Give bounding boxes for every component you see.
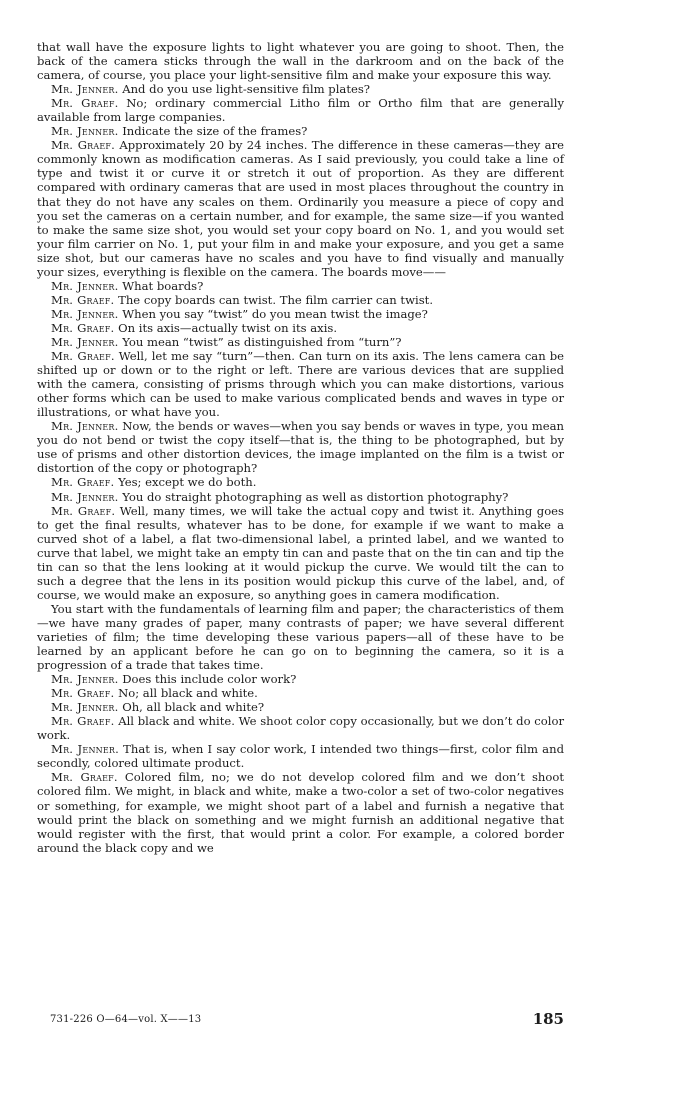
speaker: Mr. Jenner. (51, 82, 119, 97)
paragraph-13 (37, 490, 564, 504)
paragraph-0 (37, 40, 564, 82)
paragraph-5 (37, 279, 564, 293)
speaker: Mr. Graef. (51, 138, 116, 153)
speaker: Mr. Graef. (51, 96, 119, 111)
paragraph-1 (37, 82, 564, 96)
paragraph-12 (37, 475, 564, 489)
paragraph-10 (37, 349, 564, 419)
page-footer (50, 1010, 564, 1032)
paragraph-text: Indicate the size of the frames? (118, 124, 308, 139)
paragraph-8 (37, 321, 564, 335)
paragraph-21 (37, 770, 564, 854)
paragraph-text: that wall have the exposure lights to light whatever you are going to shoot. Then, the back of the camera sticks through the wall in the darkroom and on the back of the camera, of course, you place your light-sensitive film and make your exposure this way. (37, 40, 564, 83)
paragraph-17 (37, 686, 564, 700)
paragraph-text: Colored film, no; we do not develop colored film and we don’t shoot colored film. We might, in black and white, make a two-color a set of two-color negatives or something, for example, we might shoot part of a label and furnish a negative that would print the black on something and we might furnish an additional negative that would register with the first, that would print a color. For example, a colored border around the black copy and we (37, 770, 564, 855)
paragraph-text: Well, many times, we will take the actual copy and twist it. Anything goes to get the final results, whatever has to be done, for example if we want to make a curved shot of a label, a flat two-dimensional label, a printed label, and we wanted to curve that label, we might take an empty tin can and paste that on the tin can and tip the tin can so that the lens looking at it would pickup the curve. We would tilt the can to such a degree that the lens in its position would pickup this curve of the label, and, of course, we would make an exposure, so anything goes in camera modification. (37, 503, 565, 602)
page-number: 185 (532, 1010, 564, 1028)
document-body (37, 40, 564, 855)
paragraph-text: When you say “twist” do you mean twist the image? (118, 306, 428, 321)
paragraph-text: No; all black and white. (114, 686, 258, 701)
paragraph-text: The copy boards can twist. The film carrier can twist. (114, 292, 434, 307)
speaker: Mr. Jenner. (51, 334, 119, 349)
paragraph-3 (37, 124, 564, 138)
paragraph-text: Approximately 20 by 24 inches. The difference in these cameras—they are commonly known as modification cameras. As I said previously, you could take a line of type and twist it or curve it or stretch it out of proportion. As they are different compared with ordinary cameras that are used in most places throughout the country in that they do not have any scales on them. Ordinarily you measure a piece of copy and you set the cameras on a certain number, and for example, the same size—if you wanted to make the same size shot, you would set your copy board on No. 1, and you would set your film carrier on No. 1, put your film in and make your exposure, and you get a same size shot, but our cameras have no scales and you have to find visually and manually your sizes, everything is flexible on the camera. The boards move—— (37, 138, 564, 279)
speaker: Mr. Jenner. (51, 419, 119, 434)
paragraph-text: On its axis—actually twist on its axis. (114, 320, 338, 335)
paragraph-text: You start with the fundamentals of learning film and paper; the characteristics of them—we have many grades of paper, many contrasts of paper; we have several different varieties of film; the time developing these various papers—all of these have to be learned by an applicant before he can go on to beginning the camera, so it is a progression of a trade that takes time. (37, 601, 564, 673)
paragraph-16 (37, 672, 564, 686)
speaker: Mr. Graef. (51, 686, 115, 701)
paragraph-text: You do straight photographing as well as distortion photography? (118, 489, 509, 504)
paragraph-15 (37, 602, 564, 672)
speaker: Mr. Jenner. (51, 700, 119, 715)
speaker: Mr. Jenner. (51, 742, 119, 757)
paragraph-19 (37, 714, 564, 742)
paragraph-text: Well, let me say “turn”—then. Can turn on its axis. The lens camera can be shifted up or down or to the right or left. There are various devices that are supplied with the camera, consisting of prisms through which you can make distortions, various other forms which can be used to make various complicated bends and waves in type or illustrations, or what have you. (37, 349, 564, 420)
speaker: Mr. Graef. (51, 475, 115, 490)
paragraph-text: What boards? (118, 278, 204, 293)
speaker: Mr. Jenner. (51, 306, 119, 321)
speaker: Mr. Graef. (51, 770, 118, 785)
paragraph-11 (37, 419, 564, 475)
speaker: Mr. Jenner. (51, 124, 119, 139)
speaker: Mr. Graef. (51, 503, 116, 518)
speaker: Mr. Graef. (51, 320, 115, 335)
paragraph-text: Yes; except we do both. (114, 475, 257, 490)
speaker: Mr. Graef. (51, 349, 115, 364)
paragraph-2 (37, 96, 564, 124)
speaker: Mr. Graef. (51, 292, 115, 307)
paragraph-text: All black and white. We shoot color copy occasionally, but we don’t do color work. (37, 714, 565, 743)
paragraph-4 (37, 138, 564, 278)
print-code: 731-226 O—64—vol. X——13 (50, 1014, 202, 1025)
paragraph-7 (37, 307, 564, 321)
paragraph-text: No; ordinary commercial Litho film or Ortho film that are generally available from large companies. (37, 96, 564, 125)
paragraph-20 (37, 742, 564, 770)
speaker: Mr. Jenner. (51, 672, 119, 687)
speaker: Mr. Jenner. (51, 489, 119, 504)
paragraph-9 (37, 335, 564, 349)
paragraph-6 (37, 293, 564, 307)
paragraph-text: You mean “twist” as distinguished from “turn”? (118, 334, 402, 349)
paragraph-18 (37, 700, 564, 714)
paragraph-text: And do you use light-sensitive film plates? (118, 82, 371, 97)
speaker: Mr. Graef. (51, 714, 115, 729)
speaker: Mr. Jenner. (51, 278, 119, 293)
paragraph-text: Oh, all black and white? (118, 700, 265, 715)
paragraph-text: Does this include color work? (118, 672, 297, 687)
paragraph-14 (37, 504, 564, 602)
paragraph-text: Now, the bends or waves—when you say bends or waves in type, you mean you do not bend or twist the copy itself—that is, the thing to be photographed, but by use of prisms and other distortion devices, the image implanted on the film is a twist or distortion of the copy or photograph? (37, 419, 564, 476)
paragraph-text: That is, when I say color work, I intended two things—first, color film and secondly, colored ultimate product. (37, 742, 564, 771)
